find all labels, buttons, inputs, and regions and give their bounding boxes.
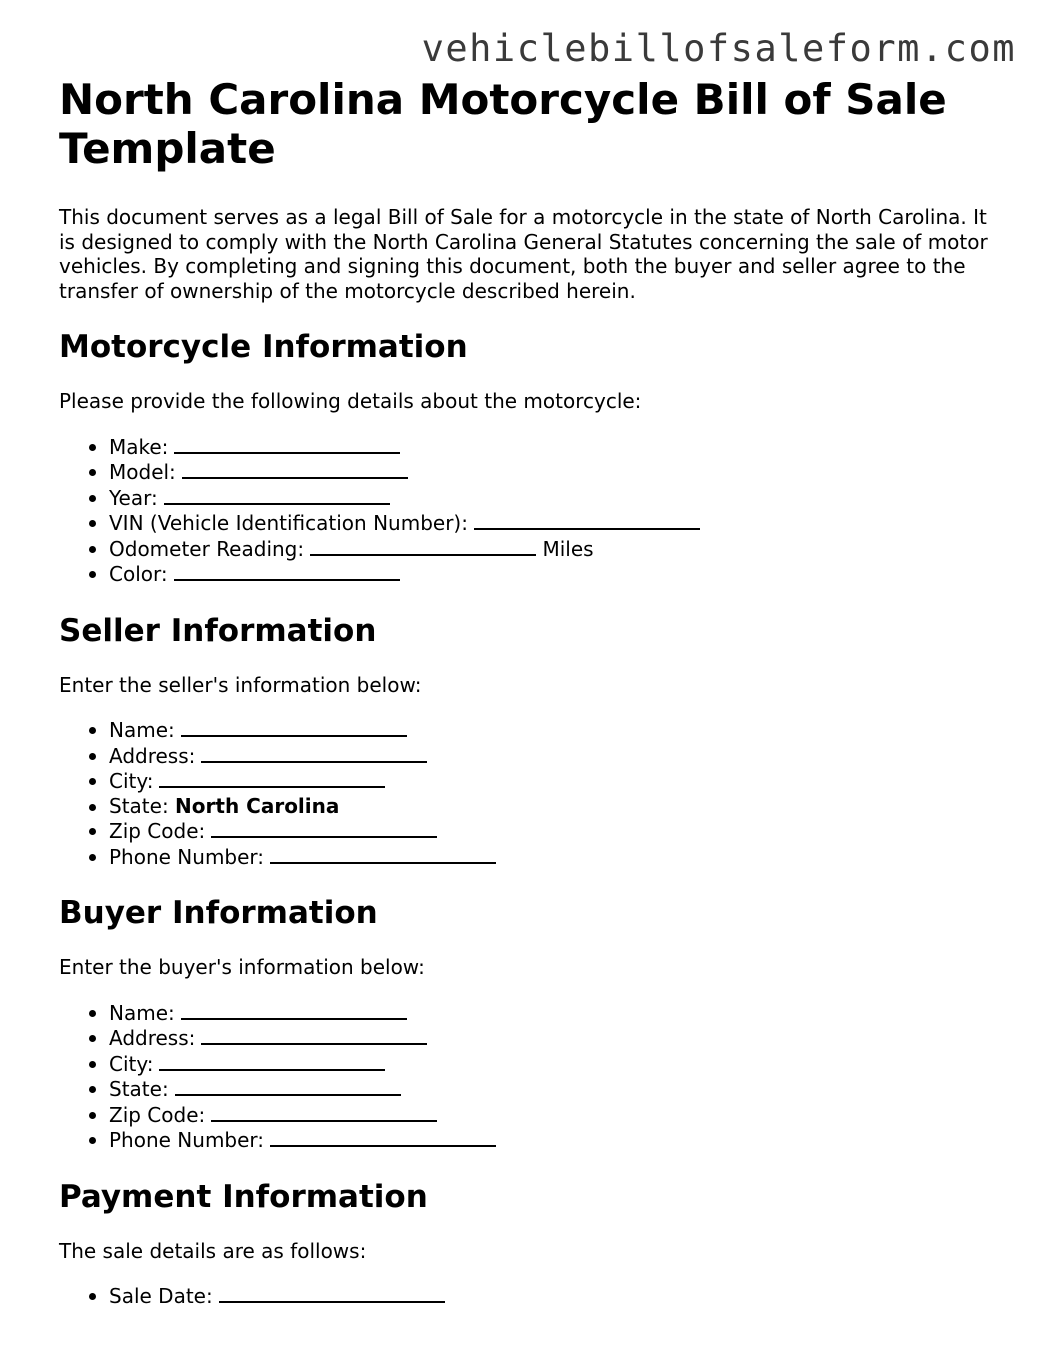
seller-state-label: State: — [109, 793, 169, 818]
seller-lead: Enter the seller's information below: — [59, 672, 422, 697]
sale-date-label: Sale Date: — [109, 1284, 213, 1308]
odometer-label: Odometer Reading: — [109, 536, 305, 561]
buyer-zip-label: Zip Code: — [109, 1102, 206, 1127]
page-title: North Carolina Motorcycle Bill of Sale Template — [59, 75, 947, 173]
buyer-name-field — [109, 1000, 1009, 1026]
seller-city-blank[interactable] — [159, 768, 385, 788]
motorcycle-lead: Please provide the following details about the motorcycle: — [59, 389, 642, 413]
buyer-state-field — [109, 1076, 1009, 1102]
seller-zip-label: Zip Code: — [109, 819, 206, 843]
make-blank[interactable] — [174, 434, 400, 454]
seller-zip-field — [109, 818, 1009, 844]
buyer-address-field — [109, 1025, 1009, 1051]
seller-phone-label: Phone Number: — [109, 844, 265, 869]
buyer-zip-blank[interactable] — [211, 1102, 437, 1122]
sale-date-blank[interactable] — [219, 1283, 445, 1303]
buyer-city-blank[interactable] — [159, 1051, 385, 1071]
seller-city-field — [109, 768, 1009, 794]
buyer-lead: Enter the buyer's information below: — [59, 955, 425, 979]
buyer-phone-label: Phone Number: — [109, 1128, 265, 1152]
buyer-heading: Buyer Information — [59, 895, 378, 931]
site-watermark: vehiclebillofsaleform.com — [421, 27, 1016, 70]
color-label: Color: — [109, 562, 168, 586]
color-blank[interactable] — [174, 561, 400, 581]
seller-name-label: Name: — [109, 718, 175, 742]
year-blank[interactable] — [164, 485, 390, 505]
intro-paragraph: This document serves as a legal Bill of Sale for a motorcycle in the state of North Carolina. It is designed to comply with the North Carolina General Statutes concerning the sale of motor vehicles. By completing and signing this document, both the buyer and seller agree to the transfer of ownership of the motorcycle described herein. — [59, 205, 988, 303]
seller-address-field — [109, 743, 1009, 769]
seller-phone-field — [109, 844, 1009, 870]
buyer-fields — [59, 1000, 1009, 1153]
make-field — [109, 434, 1009, 460]
odometer-unit: Miles — [542, 536, 594, 561]
year-label: Year: — [109, 485, 158, 510]
color-field — [109, 561, 1009, 587]
model-field — [109, 459, 1009, 485]
vin-label: VIN (Vehicle Identification Number): — [109, 511, 468, 535]
buyer-city-field — [109, 1051, 1009, 1077]
motorcycle-heading: Motorcycle Information — [59, 329, 468, 365]
buyer-city-label: City: — [109, 1051, 154, 1076]
buyer-zip-field — [109, 1102, 1009, 1128]
seller-name-field — [109, 717, 1009, 743]
seller-address-blank[interactable] — [201, 743, 427, 763]
payment-section — [59, 1177, 1009, 1309]
year-field — [109, 485, 1009, 511]
motorcycle-fields — [59, 434, 1009, 587]
buyer-address-blank[interactable] — [201, 1025, 427, 1045]
buyer-section — [59, 893, 1009, 1153]
buyer-state-blank[interactable] — [175, 1076, 401, 1096]
vin-field — [109, 510, 1009, 536]
seller-section — [59, 611, 1009, 870]
seller-zip-blank[interactable] — [211, 818, 437, 838]
buyer-name-blank[interactable] — [181, 1000, 407, 1020]
seller-phone-blank[interactable] — [270, 844, 496, 864]
model-label: Model: — [109, 460, 176, 484]
vin-blank[interactable] — [474, 510, 700, 530]
buyer-state-label: State: — [109, 1077, 169, 1101]
payment-fields — [59, 1283, 1009, 1309]
seller-state-value: North Carolina — [175, 793, 340, 818]
payment-heading: Payment Information — [59, 1178, 428, 1215]
motorcycle-section — [59, 327, 1009, 587]
seller-state-field — [109, 794, 1009, 819]
document-page — [59, 75, 1009, 1309]
seller-address-label: Address: — [109, 743, 196, 768]
buyer-address-label: Address: — [109, 1026, 196, 1050]
make-label: Make: — [109, 434, 169, 459]
buyer-phone-field — [109, 1127, 1009, 1153]
odometer-field — [109, 536, 1009, 562]
seller-city-label: City: — [109, 769, 154, 793]
seller-name-blank[interactable] — [181, 717, 407, 737]
model-blank[interactable] — [182, 459, 408, 479]
buyer-name-label: Name: — [109, 1000, 175, 1025]
seller-heading: Seller Information — [59, 612, 377, 649]
sale-date-field — [109, 1283, 1009, 1309]
buyer-phone-blank[interactable] — [270, 1127, 496, 1147]
seller-fields — [59, 717, 1009, 869]
payment-lead: The sale details are as follows: — [59, 1238, 367, 1263]
odometer-blank[interactable] — [310, 536, 536, 556]
